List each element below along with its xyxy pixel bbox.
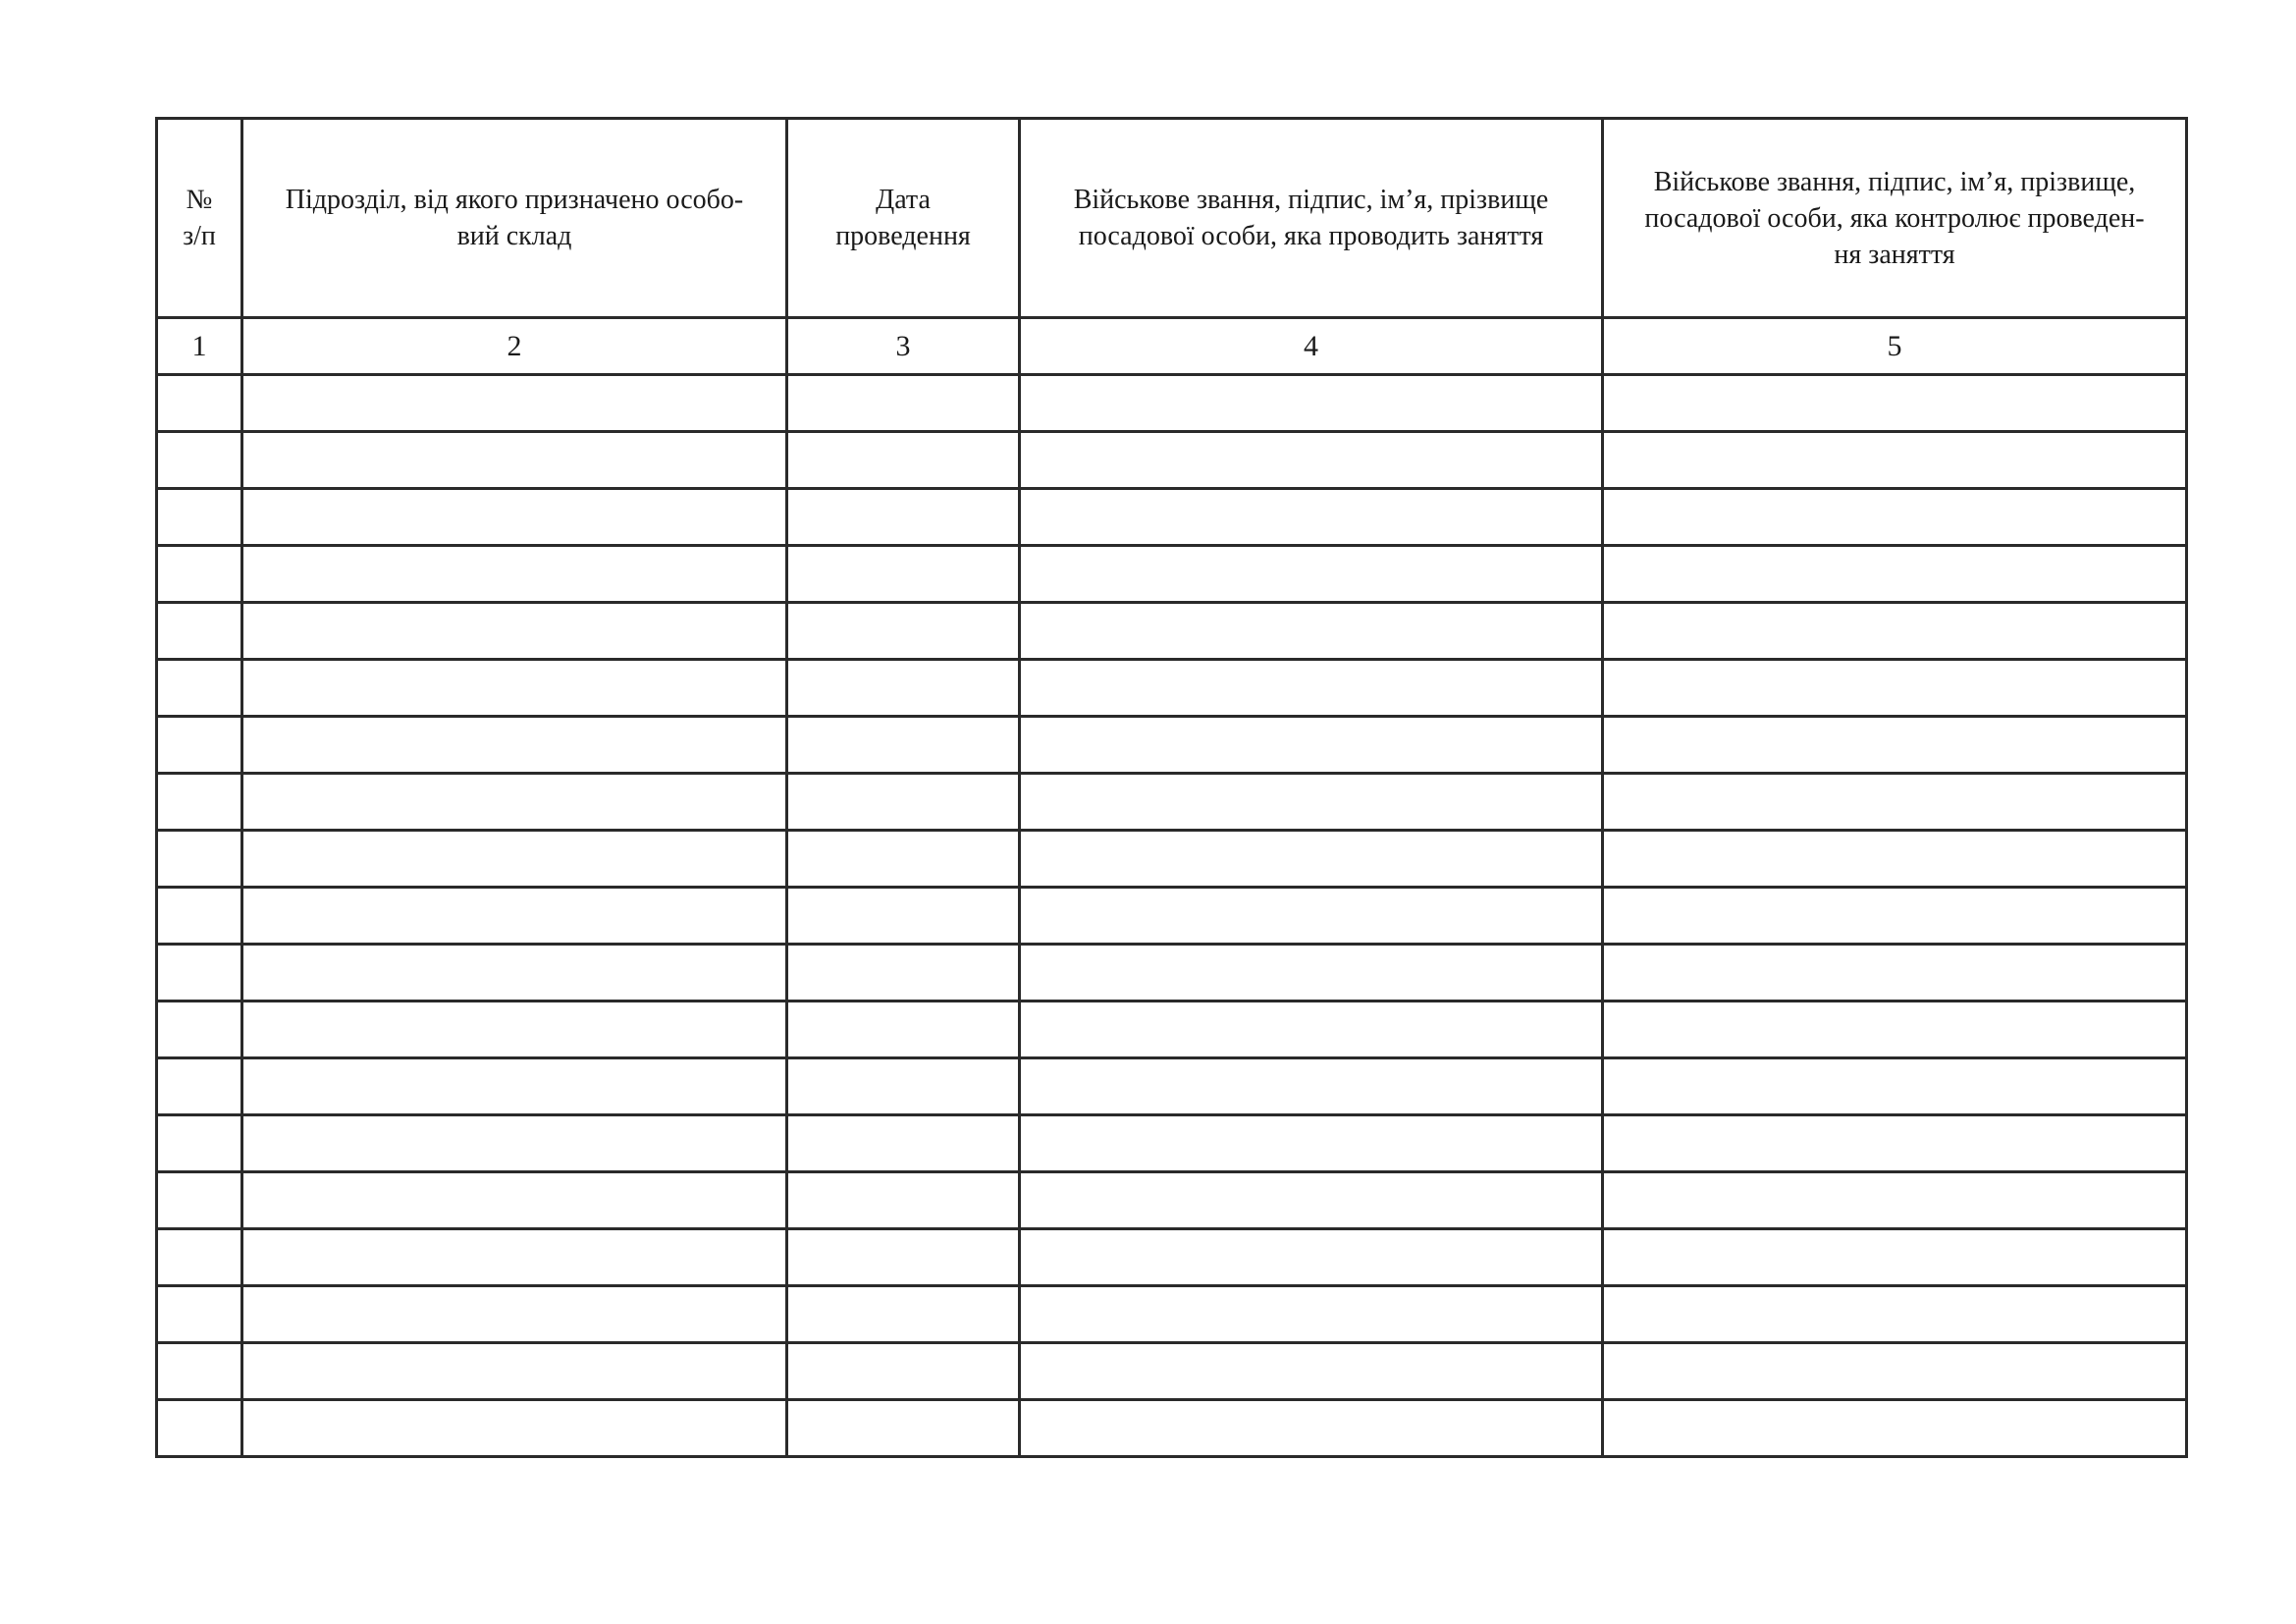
table-cell[interactable] bbox=[1603, 945, 2187, 1001]
table-cell[interactable] bbox=[1020, 1001, 1603, 1058]
table-row bbox=[157, 945, 2187, 1001]
table-cell[interactable] bbox=[1020, 603, 1603, 660]
table-cell[interactable] bbox=[157, 1229, 242, 1286]
table-cell[interactable] bbox=[787, 489, 1020, 546]
table-cell[interactable] bbox=[1603, 546, 2187, 603]
table-cell[interactable] bbox=[1020, 1286, 1603, 1343]
header-unit: Підрозділ, від якого призначено особо- вий склад bbox=[242, 119, 787, 318]
table-cell[interactable] bbox=[1020, 1172, 1603, 1229]
table-cell[interactable] bbox=[157, 1172, 242, 1229]
table-cell[interactable] bbox=[787, 375, 1020, 432]
table-cell[interactable] bbox=[157, 489, 242, 546]
table-cell[interactable] bbox=[157, 1001, 242, 1058]
table-cell[interactable] bbox=[1603, 489, 2187, 546]
table-row bbox=[157, 888, 2187, 945]
table-cell[interactable] bbox=[242, 945, 787, 1001]
table-cell[interactable] bbox=[157, 945, 242, 1001]
table-row bbox=[157, 375, 2187, 432]
table-cell[interactable] bbox=[787, 717, 1020, 774]
table-cell[interactable] bbox=[787, 774, 1020, 831]
table-cell[interactable] bbox=[1603, 717, 2187, 774]
table-cell[interactable] bbox=[787, 432, 1020, 489]
table-row bbox=[157, 660, 2187, 717]
table-cell[interactable] bbox=[242, 1229, 787, 1286]
header-instructor: Військове звання, підпис, ім’я, прізвище посадової особи, яка проводить заняття bbox=[1020, 119, 1603, 318]
table-row bbox=[157, 489, 2187, 546]
column-number: 3 bbox=[787, 318, 1020, 375]
table-cell[interactable] bbox=[787, 546, 1020, 603]
table-cell[interactable] bbox=[1603, 1058, 2187, 1115]
table-cell[interactable] bbox=[1020, 546, 1603, 603]
table-cell[interactable] bbox=[157, 1286, 242, 1343]
table-header-row bbox=[157, 119, 2187, 318]
table-cell[interactable] bbox=[157, 888, 242, 945]
table-row bbox=[157, 1058, 2187, 1115]
table-cell[interactable] bbox=[1020, 1058, 1603, 1115]
column-number: 5 bbox=[1603, 318, 2187, 375]
table-cell[interactable] bbox=[242, 432, 787, 489]
table-cell[interactable] bbox=[157, 546, 242, 603]
table-cell[interactable] bbox=[157, 603, 242, 660]
table-cell[interactable] bbox=[242, 660, 787, 717]
table-cell[interactable] bbox=[242, 774, 787, 831]
column-number: 1 bbox=[157, 318, 242, 375]
table-cell[interactable] bbox=[1020, 432, 1603, 489]
table-row bbox=[157, 1400, 2187, 1457]
table-row bbox=[157, 432, 2187, 489]
table-cell[interactable] bbox=[1020, 375, 1603, 432]
table-cell[interactable] bbox=[157, 774, 242, 831]
table-row bbox=[157, 1229, 2187, 1286]
table-cell[interactable] bbox=[787, 1229, 1020, 1286]
table-cell[interactable] bbox=[1603, 1001, 2187, 1058]
table-cell[interactable] bbox=[242, 1115, 787, 1172]
table-cell[interactable] bbox=[787, 1001, 1020, 1058]
table-cell[interactable] bbox=[787, 1400, 1020, 1457]
table-cell[interactable] bbox=[242, 831, 787, 888]
table-cell[interactable] bbox=[1603, 774, 2187, 831]
table-row bbox=[157, 1172, 2187, 1229]
table-cell[interactable] bbox=[242, 717, 787, 774]
table-cell[interactable] bbox=[1020, 1343, 1603, 1400]
table-row bbox=[157, 1286, 2187, 1343]
table-cell[interactable] bbox=[787, 888, 1020, 945]
table-row bbox=[157, 603, 2187, 660]
table-cell[interactable] bbox=[787, 945, 1020, 1001]
table-cell[interactable] bbox=[787, 1343, 1020, 1400]
table-row bbox=[157, 546, 2187, 603]
table-cell[interactable] bbox=[1603, 1400, 2187, 1457]
table-cell[interactable] bbox=[1603, 1229, 2187, 1286]
table-cell[interactable] bbox=[787, 603, 1020, 660]
table-cell[interactable] bbox=[157, 660, 242, 717]
table-cell[interactable] bbox=[1603, 375, 2187, 432]
table-cell[interactable] bbox=[1603, 1286, 2187, 1343]
table-cell[interactable] bbox=[787, 1058, 1020, 1115]
table-cell[interactable] bbox=[157, 1058, 242, 1115]
table-cell[interactable] bbox=[157, 375, 242, 432]
table-cell[interactable] bbox=[1603, 432, 2187, 489]
table-cell[interactable] bbox=[1020, 945, 1603, 1001]
table-cell[interactable] bbox=[1603, 1172, 2187, 1229]
table-cell[interactable] bbox=[787, 831, 1020, 888]
table-cell[interactable] bbox=[157, 1115, 242, 1172]
table-cell[interactable] bbox=[1020, 1229, 1603, 1286]
table-cell[interactable] bbox=[1603, 888, 2187, 945]
table-row bbox=[157, 831, 2187, 888]
table-cell[interactable] bbox=[787, 1115, 1020, 1172]
table-row bbox=[157, 774, 2187, 831]
table-cell[interactable] bbox=[157, 1343, 242, 1400]
table-cell[interactable] bbox=[1020, 774, 1603, 831]
table-cell[interactable] bbox=[242, 1172, 787, 1229]
table-row bbox=[157, 1115, 2187, 1172]
column-number: 4 bbox=[1020, 318, 1603, 375]
header-number: № з/п bbox=[157, 119, 242, 318]
table-cell[interactable] bbox=[242, 489, 787, 546]
table-cell[interactable] bbox=[157, 717, 242, 774]
table-cell[interactable] bbox=[1603, 1343, 2187, 1400]
column-number-row bbox=[157, 318, 2187, 375]
table-cell[interactable] bbox=[242, 1058, 787, 1115]
table-cell[interactable] bbox=[1603, 1115, 2187, 1172]
table-cell[interactable] bbox=[1020, 660, 1603, 717]
table-body bbox=[157, 375, 2187, 1457]
column-number: 2 bbox=[242, 318, 787, 375]
table-row bbox=[157, 1343, 2187, 1400]
table-cell[interactable] bbox=[242, 1400, 787, 1457]
table-cell[interactable] bbox=[787, 1286, 1020, 1343]
table-cell[interactable] bbox=[242, 888, 787, 945]
table-cell[interactable] bbox=[787, 1172, 1020, 1229]
header-date: Дата проведення bbox=[787, 119, 1020, 318]
table-cell[interactable] bbox=[1603, 603, 2187, 660]
table-cell[interactable] bbox=[1020, 717, 1603, 774]
table-cell[interactable] bbox=[157, 1400, 242, 1457]
table-cell[interactable] bbox=[242, 375, 787, 432]
table-cell[interactable] bbox=[242, 1286, 787, 1343]
table-cell[interactable] bbox=[1603, 660, 2187, 717]
header-supervisor: Військове звання, підпис, ім’я, прізвище, посадової особи, яка контролює проведен- ня заняття bbox=[1603, 119, 2187, 318]
table-cell[interactable] bbox=[1603, 831, 2187, 888]
table-cell[interactable] bbox=[157, 831, 242, 888]
table-cell[interactable] bbox=[242, 546, 787, 603]
table-row bbox=[157, 717, 2187, 774]
table-cell[interactable] bbox=[1020, 1115, 1603, 1172]
table-cell[interactable] bbox=[1020, 831, 1603, 888]
register-table bbox=[155, 117, 2188, 1458]
table-cell[interactable] bbox=[157, 432, 242, 489]
table-row bbox=[157, 1001, 2187, 1058]
table-cell[interactable] bbox=[1020, 888, 1603, 945]
table-cell[interactable] bbox=[242, 1001, 787, 1058]
table-cell[interactable] bbox=[242, 603, 787, 660]
table-cell[interactable] bbox=[787, 660, 1020, 717]
table-cell[interactable] bbox=[242, 1343, 787, 1400]
table-cell[interactable] bbox=[1020, 1400, 1603, 1457]
table-cell[interactable] bbox=[1020, 489, 1603, 546]
